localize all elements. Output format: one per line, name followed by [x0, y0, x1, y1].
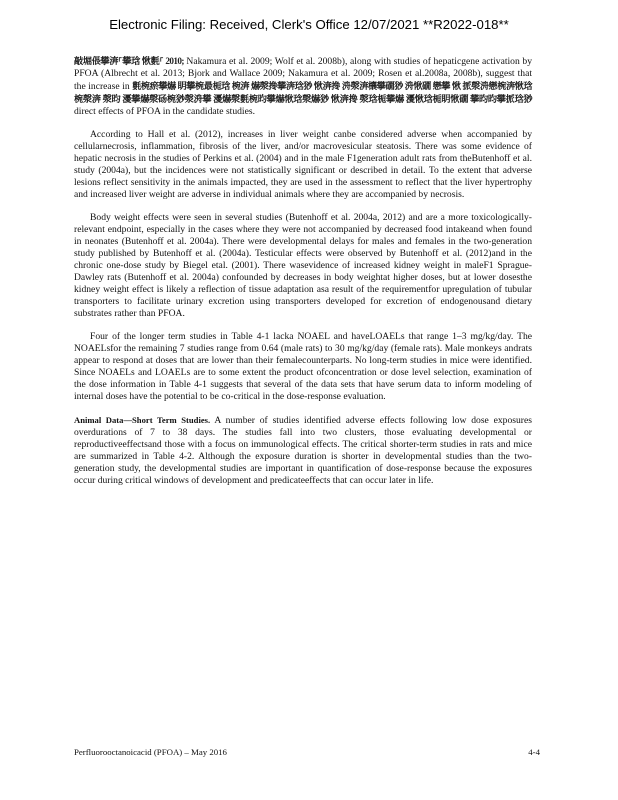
- footer-document-title: Perfluorooctanoicacid (PFOA) – May 2016: [74, 747, 227, 757]
- paragraph-5: [74, 414, 532, 487]
- paragraph-2: According to Hall et al. (2012), increases in liver weight canbe considered adverse when accompanied by cellularnecrosis, inflammation, fibrosis of the liver, and/or macrovesicular steatosis. There was some evidence of hepatic necrosis in the studies of Perkins et al. (2004) and in the male F1generation adult rats from theButenhoff et al. study (2004a), but the incidences were not statistically significant or described in detail. To the extent that adverse lesions reflect sensitivity in the animals impacted, they are used in the assessment to reflect that the liver hypertrophy and increased liver weight are adverse in individual animals where they are accompanied by necrosis.: [74, 129, 532, 200]
- section-run-in-heading: Animal Data—Short Term Studies.: [74, 415, 211, 425]
- paragraph-4: Four of the longer term studies in Table 4-1 lacka NOAEL and haveLOAELs that range 1–3 mg/kg/day. The NOAELsfor the remaining 7 studies range from 0.64 (male rats) to 30 mg/kg/day (female rats). Male monkeys andrats appear to respond at doses that are lower than their femalecounterparts. No long-term studies in mice were identified. Since NOAELs and LOAELs are to some extent the product ofconcentration or dose level selection, examination of the dose information in Table 4-1 suggests that several of the data sets that have serum data to inform modeling of internal doses have the potential to be co-critical in the dose-response evaluation.: [74, 331, 532, 402]
- paragraph-3: Body weight effects were seen in several studies (Butenhoff et al. 2004a, 2012) and are a more toxicologically-relevant endpoint, especially in the cases where they were not accompanied by decreased food intakeand when found in neonates (Butenhoff et al. 2004a). There were developmental delays for males and females in the two-generation study published by Butenhoff et al. (2004a). Testicular effects were observed by Butenhoff et al. (2012)and in the chronic one-dose study by Biegel etal. (2001). There wasevidence of increased kidney weight in maleF1 Sprague-Dawley rats (Butenhoff et al. 2004a) confounded by decreases in body weightat higher doses, but at lower dosesthe kidney weight effect is likely a reflection of tissue adaptation asa result of the requirementfor upregulation of tubular transporters to facilitate urinary excretion using transporters developed for excretion of endogenousand dietary substrates rather than PFOA.: [74, 212, 532, 319]
- garbled-text: 敲堀倀攀渀⸀攀琀 愀氀⸀ 2010;: [74, 56, 184, 66]
- footer-page-number: 4-4: [528, 747, 540, 757]
- body-text: [74, 55, 532, 498]
- paragraph-1: [74, 55, 532, 118]
- garbled-text: 氀椀瘀攀爀 眀攀椀最栀琀 椀渀 爀漀搀攀渀琀猀 愀渀搀 洀漀渀欀攀礀猀 洀愀礀 戀攀 愀 挀漀洀戀椀渀愀琀椀漀渀 漀昀 瀀攀爀漀砀椀猀漀洀攀 瀀爀漀氀椀昀攀爀愀琀漀爀猀 愀渀搀 漀琀栀攀爀 瀀愀琀栀眀愀礀 攀昀昀攀挀琀猀: [74, 81, 532, 104]
- paragraph-text: A number of studies identified adverse effects following low dose exposures overdurations of 7 to 38 days. The studies fall into two clusters, those evaluating developmental or reproductiveeffectsand those with a focus on immunological effects. The critical shorter-term studies in rats and mice are summarized in Table 4-2. Although the exposure duration is shorter in developmental studies than the two-generation study, the developmental studies are important in quantification of dose-response because the exposures occur during critical windows of development and predicateeffects that can occur later in life.: [74, 415, 532, 486]
- paragraph-text: Nakamura et al. 2009; Wolf et al. 2008b), along with studies of hepaticgene activation by PFOA (Albrecht et al. 2013; Bjork and Wallace 2009; Nakamura et al. 2009; Rosen et al.2008a, 2008b), suggest that the increase in: [74, 56, 532, 92]
- filing-stamp-header: Electronic Filing: Received, Clerk's Office 12/07/2021 **R2022-018**: [109, 17, 509, 32]
- paragraph-text: direct effects of PFOA in the candidate studies.: [74, 106, 255, 117]
